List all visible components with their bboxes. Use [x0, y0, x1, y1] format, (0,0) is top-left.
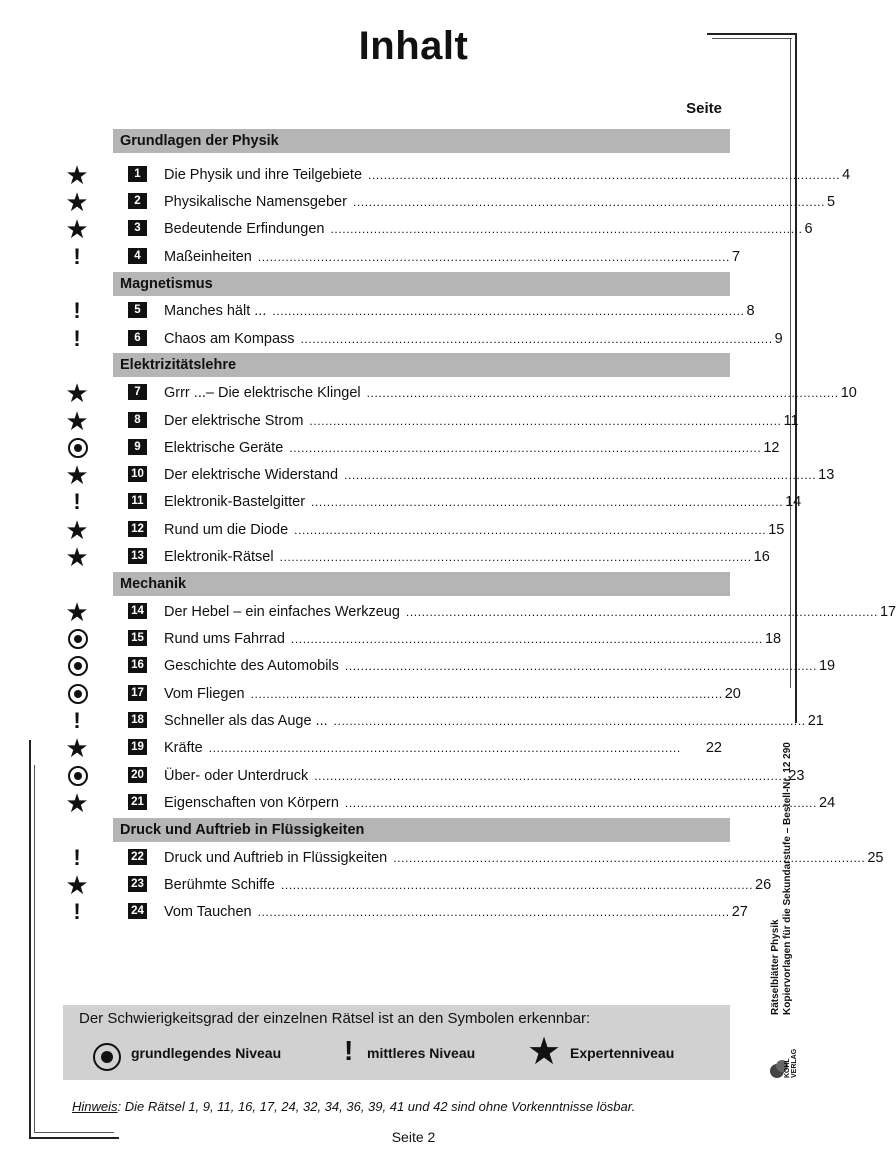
expert-star-icon: ★ [65, 733, 89, 763]
section-label: Grundlagen der Physik [120, 133, 279, 149]
entry-page: 22 [705, 740, 722, 756]
entry-number: 13 [128, 548, 147, 564]
entry-page: 15 [768, 522, 785, 538]
entry-number: 11 [128, 493, 147, 509]
toc-entry: ★ 2 Physikalische Namensgeber ........................................................................................................................ 5 [65, 187, 836, 217]
entry-page: 4 [842, 167, 851, 183]
entry-title: Elektronik-Bastelgitter [164, 494, 306, 510]
entry-title: Elektrische Geräte [164, 440, 284, 456]
entry-title: Über- oder Unterdruck [164, 768, 309, 784]
toc-entry: 20 Über- oder Unterdruck ........................................................................................................................ 23 [0, 765, 827, 787]
toc-entry: 15 Rund ums Fahrrad ........................................................................................................................ 18 [0, 628, 827, 650]
entry-title: Der elektrische Widerstand [164, 467, 339, 483]
hint-text: : Die Rätsel 1, 9, 11, 16, 17, 24, 32, 34, 36, 39, 41 und 42 sind ohne Vorkenntnisse lösbar. [117, 1099, 636, 1114]
entry-title: Eigenschaften von Körpern [164, 795, 339, 811]
entry-title: Manches hält ... [164, 303, 267, 319]
entry-page: 6 [804, 221, 813, 237]
entry-number: 12 [128, 521, 147, 537]
toc-entry: ! 4 Maßeinheiten ........................................................................................................................ 7 [0, 246, 827, 268]
toc-entry: ★ 23 Berühmte Schiffe ........................................................................................................................ 26 [65, 870, 772, 900]
entry-number: 10 [128, 466, 147, 482]
toc-entry: ! 11 Elektronik-Bastelgitter ........................................................................................................................ 14 [0, 491, 827, 513]
entry-page: 8 [746, 303, 755, 319]
entry-title: Kräfte [164, 740, 203, 756]
medium-exclamation-icon: ! [73, 899, 81, 924]
medium-exclamation-icon: ! [73, 326, 81, 351]
entry-number: 23 [128, 876, 147, 892]
toc-entry: ★ 8 Der elektrische Strom ........................................................................................................................ 11 [65, 406, 799, 436]
entry-page: 23 [788, 768, 805, 784]
side-imprint-line2: Kopiervorlagen für die Sekundarstufe – Bestell-Nr. 12 290 [782, 742, 793, 1015]
toc-entry: ★ 21 Eigenschaften von Körpern ........................................................................................................................ 24 [65, 788, 836, 818]
expert-star-icon: ★ [65, 788, 89, 818]
entry-title: Die Physik und ihre Teilgebiete [164, 167, 363, 183]
entry-number: 22 [128, 849, 147, 865]
entry-title: Schneller als das Auge ... [164, 713, 328, 729]
entry-number: 20 [128, 767, 147, 783]
entry-page: 11 [783, 413, 799, 429]
entry-number: 17 [128, 685, 147, 701]
entry-number: 1 [128, 166, 147, 182]
medium-exclamation-icon: ! [73, 845, 81, 870]
expert-star-icon: ★ [527, 1031, 562, 1073]
expert-star-icon: ★ [65, 378, 89, 408]
section-label: Druck und Auftrieb in Flüssigkeiten [120, 822, 365, 838]
page-number: Seite 2 [391, 1129, 436, 1145]
toc-entry: 9 Elektrische Geräte ........................................................................................................................ 12 [0, 437, 827, 459]
medium-exclamation-icon: ! [344, 1035, 354, 1066]
toc-entry: ★ 19 Kräfte ........................................................................................................................ 22 [65, 733, 722, 763]
expert-star-icon: ★ [65, 597, 89, 627]
entry-page: 10 [840, 385, 857, 401]
entry-page: 12 [763, 440, 780, 456]
entry-page: 14 [785, 494, 802, 510]
hint-label: Hinweis [72, 1099, 118, 1114]
expert-star-icon: ★ [65, 160, 89, 190]
toc-entry: ★ 1 Die Physik und ihre Teilgebiete ........................................................................................................................ 4 [65, 160, 851, 190]
entry-number: 3 [128, 220, 147, 236]
entry-page: 21 [807, 713, 824, 729]
toc-entry: ★ 12 Rund um die Diode ........................................................................................................................ 15 [65, 515, 785, 545]
entry-number: 16 [128, 657, 147, 673]
toc-entry: ★ 10 Der elektrische Widerstand ........................................................................................................................ 13 [65, 460, 835, 490]
entry-page: 17 [879, 604, 896, 620]
toc-entry: ! 24 Vom Tauchen ........................................................................................................................ 27 [0, 901, 827, 923]
entry-page: 16 [753, 549, 770, 565]
entry-page: 26 [755, 877, 772, 893]
entry-title: Grrr ...– Die elektrische Klingel [164, 385, 361, 401]
entry-page: 27 [731, 904, 748, 920]
toc-entry: ★ 3 Bedeutende Erfindungen ........................................................................................................................ 6 [65, 214, 813, 244]
legend-basic-label: grundlegendes Niveau [131, 1045, 282, 1061]
toc-entry: ★ 13 Elektronik-Rätsel ........................................................................................................................ 16 [65, 542, 770, 572]
entry-number: 14 [128, 603, 147, 619]
toc-entry: ★ 7 Grrr ...– Die elektrische Klingel ........................................................................................................................ 10 [65, 378, 857, 408]
side-imprint [770, 645, 805, 1015]
page-title: Inhalt [358, 24, 469, 68]
entry-title: Druck und Auftrieb in Flüssigkeiten [164, 850, 388, 866]
entry-number: 15 [128, 630, 147, 646]
entry-title: Bedeutende Erfindungen [164, 221, 325, 237]
entry-title: Chaos am Kompass [164, 331, 295, 347]
entry-page: 24 [819, 795, 836, 811]
expert-star-icon: ★ [65, 542, 89, 572]
difficulty-legend [63, 1005, 730, 1080]
entry-title: Der Hebel – ein einfaches Werkzeug [164, 604, 400, 620]
legend-expert-label: Expertenniveau [570, 1045, 675, 1061]
basic-dot-icon [93, 1043, 121, 1071]
legend-medium-label: mittleres Niveau [367, 1045, 476, 1061]
entry-number: 7 [128, 384, 147, 400]
entry-number: 4 [128, 248, 147, 264]
section-header [113, 818, 730, 842]
toc-entry: 17 Vom Fliegen ........................................................................................................................ 20 [0, 683, 827, 705]
entry-title: Vom Fliegen [164, 686, 245, 702]
publisher-logo [768, 1040, 796, 1086]
entry-page: 20 [724, 686, 741, 702]
entry-number: 8 [128, 412, 147, 428]
entry-title: Berühmte Schiffe [164, 877, 275, 893]
entry-title: Maßeinheiten [164, 249, 252, 265]
section-label: Magnetismus [120, 276, 213, 292]
expert-star-icon: ★ [65, 460, 89, 490]
entry-number: 2 [128, 193, 147, 209]
entry-number: 24 [128, 903, 147, 919]
expert-star-icon: ★ [65, 515, 89, 545]
entry-page: 13 [818, 467, 835, 483]
expert-star-icon: ★ [65, 187, 89, 217]
section-label: Mechanik [120, 576, 187, 592]
hint-note [72, 1099, 635, 1114]
toc-entry: ! 18 Schneller als das Auge ... ........................................................................................................................ 21 [0, 710, 827, 732]
entry-page: 7 [731, 249, 741, 265]
entry-page: 9 [774, 331, 783, 347]
entry-title: Rund ums Fahrrad [164, 631, 285, 647]
frame-line [790, 38, 791, 688]
entry-title: Geschichte des Automobils [164, 658, 339, 674]
medium-exclamation-icon: ! [73, 708, 81, 733]
toc-entry: ! 22 Druck und Auftrieb in Flüssigkeiten ........................................................................................................................ 25 [0, 847, 827, 869]
section-header [113, 572, 730, 596]
entry-title: Physikalische Namensgeber [164, 194, 347, 210]
toc-entry: 16 Geschichte des Automobils ........................................................................................................................ 19 [0, 655, 827, 677]
legend-intro: Der Schwierigkeitsgrad der einzelnen Rätsel ist an den Symbolen erkennbar: [79, 1010, 591, 1027]
medium-exclamation-icon: ! [73, 489, 81, 514]
entry-title: Elektronik-Rätsel [164, 549, 274, 565]
expert-star-icon: ★ [65, 406, 89, 436]
entry-title: Der elektrische Strom [164, 413, 304, 429]
basic-dot-icon [64, 437, 90, 459]
toc-entry: ! 6 Chaos am Kompass ........................................................................................................................ 9 [0, 328, 827, 350]
entry-title: Vom Tauchen [164, 904, 252, 920]
medium-exclamation-icon: ! [73, 244, 81, 269]
side-imprint-line1: Rätselblätter Physik [770, 919, 781, 1015]
entry-number: 5 [128, 302, 147, 318]
section-header [113, 129, 730, 153]
toc-entry: ! 5 Manches hält ... ........................................................................................................................ 8 [0, 300, 827, 322]
expert-star-icon: ★ [65, 870, 89, 900]
entry-number: 9 [128, 439, 147, 455]
basic-dot-icon [64, 655, 90, 677]
entry-number: 6 [128, 330, 147, 346]
entry-number: 18 [128, 712, 147, 728]
section-header [113, 353, 730, 377]
entry-page: 5 [827, 194, 836, 210]
entry-number: 21 [128, 794, 147, 810]
medium-exclamation-icon: ! [73, 298, 81, 323]
section-label: Elektrizitätslehre [120, 357, 237, 373]
toc-entry: ★ 14 Der Hebel – ein einfaches Werkzeug ........................................................................................................................ 17 [65, 597, 896, 627]
entry-title: Rund um die Diode [164, 522, 289, 538]
publisher-logo-text: KOHL VERLAG [784, 1048, 798, 1078]
basic-dot-icon [64, 765, 90, 787]
entry-page: 19 [818, 658, 836, 674]
entry-number: 19 [128, 739, 147, 755]
basic-dot-icon [64, 683, 90, 705]
entry-page: 25 [867, 850, 884, 866]
frame-line [34, 765, 35, 1133]
section-header [113, 272, 730, 296]
basic-dot-icon [64, 628, 90, 650]
entry-page: 18 [764, 631, 782, 647]
page-column-header: Seite [686, 100, 722, 117]
expert-star-icon: ★ [65, 214, 89, 244]
